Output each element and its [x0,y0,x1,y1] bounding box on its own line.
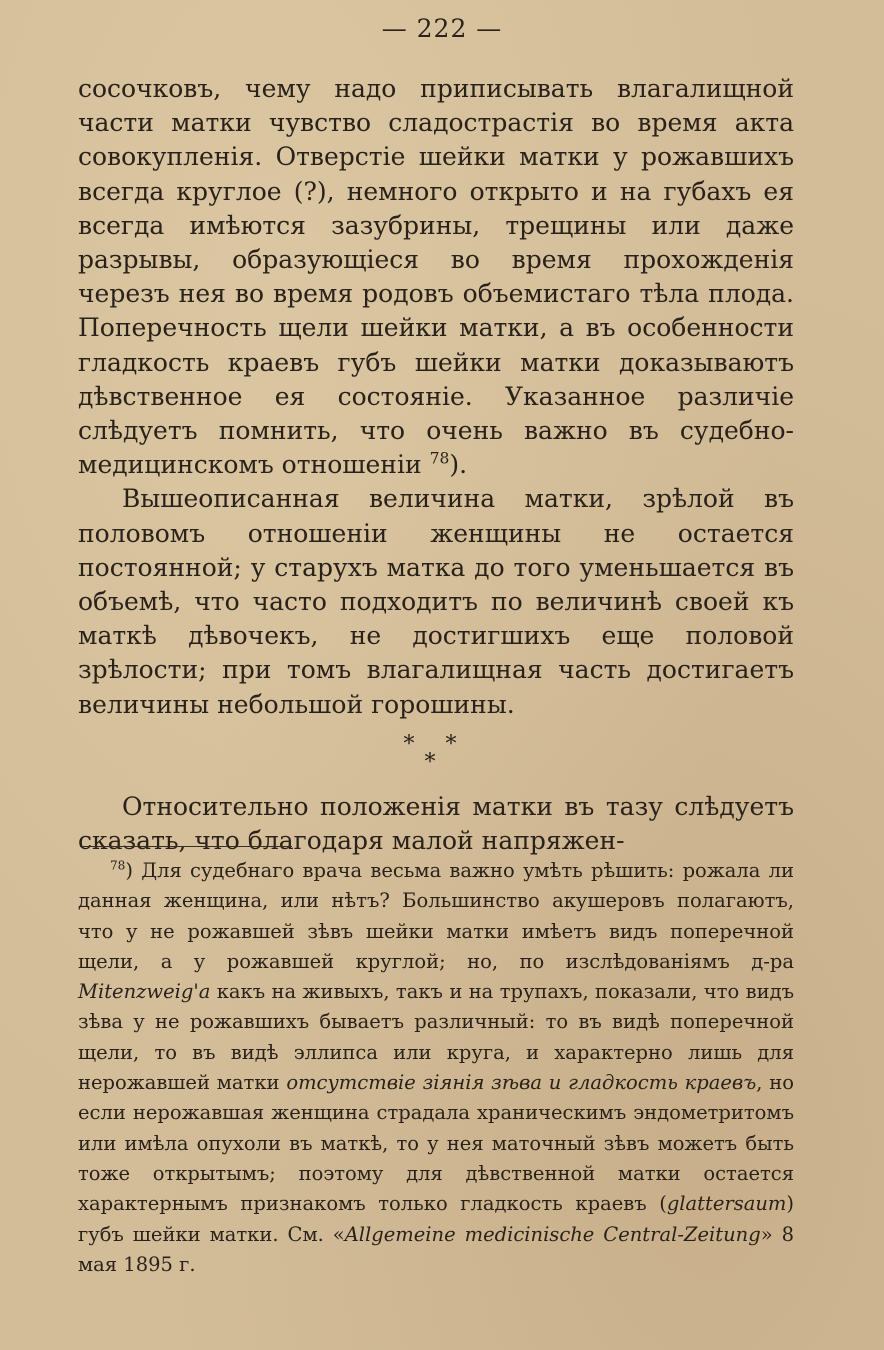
footnote-78 [78,856,794,1280]
footnote-text-4: ) губъ шейки матки. См. « [78,1192,794,1246]
footnote-text-3: , но если нерожавшая женщина страдала храническимъ эндометритомъ или имѣла опухоли въ маткѣ, то у нея маточный зѣвъ можетъ быть тоже открытымъ; поэтому для дѣвственной матки остается характернымъ признакомъ только гладкость краевъ ( [78,1071,794,1216]
paragraph-1-text: сосочковъ, чему надо приписывать влагалищной части матки чувство сладострастія во время акта совокупленія. Отверстіе шейки матки у рожавшихъ всегда круглое (?), немного открыто и на губахъ ея всегда имѣются зазубрины, трещины или даже разрывы, образующіеся во время прохожденія черезъ нея во время родовъ объемистаго тѣла плода. Поперечность щели шейки матки, а въ особенности гладкость краевъ губъ шейки матки доказываютъ дѣвственное ея состояніе. Указанное различіе слѣдуетъ помнить, что очень важно въ судебно-медицинскомъ отношеніи [78,74,794,480]
section-separator [78,731,794,775]
footnote-text-2: какъ на живыхъ, такъ и на трупахъ, показали, что видъ зѣва у не рожавшихъ бываетъ различный: то въ видѣ поперечной щели, то въ видѣ эллипса или круга, и характерно лишь для нерожавшей матки [78,980,794,1095]
paragraph-3: Относительно положенія матки въ тазу слѣдуетъ сказать, что благодаря малой напряжен- [78,791,794,856]
footnote-number: 78 [110,858,126,873]
footnote-ref-mark: 78 [429,449,450,468]
separator-star-bottom: * [424,749,448,775]
main-text [78,72,794,858]
footnote-divider [80,846,292,847]
footnote-author-name: Mitenzweig'a [78,980,211,1004]
footnote [78,856,794,1280]
footnote-text-5: » 8 мая 1895 г. [78,1222,794,1276]
footnote-text-1: ) Для судебнаго врача весьма важно умѣть рѣшить: рожала ли данная женщина, или нѣтъ? Большинство акушеровъ полагаютъ, что у не рожавшей зѣвъ шейки матки имѣетъ видъ поперечной щели, а у рожавшей круглой; но, по изслѣдованіямъ д-ра [78,859,794,973]
paragraph-2: Вышеописанная величина матки, зрѣлой въ половомъ отношеніи женщины не остается постоянной; у старухъ матка до того уменьшается въ объемѣ, что часто подходитъ по величинѣ своей къ маткѣ дѣвочекъ, не достигшихъ еще половой зрѣлости; при томъ влагалищная часть достигаетъ величины небольшой горошины. [78,484,794,719]
footnote-journal: Allgemeine medicinische Central-Zeitung [344,1222,761,1246]
separator-stars-top: * * [403,731,469,757]
footnote-term: glattersaum [666,1192,787,1216]
paragraph-1-end: ). [449,450,468,480]
page-number: — 222 — [381,14,503,43]
footnote-emphasis: отсутствіе зіянія зѣва и гладкость краевъ [286,1071,757,1095]
paragraph-1 [78,72,794,482]
